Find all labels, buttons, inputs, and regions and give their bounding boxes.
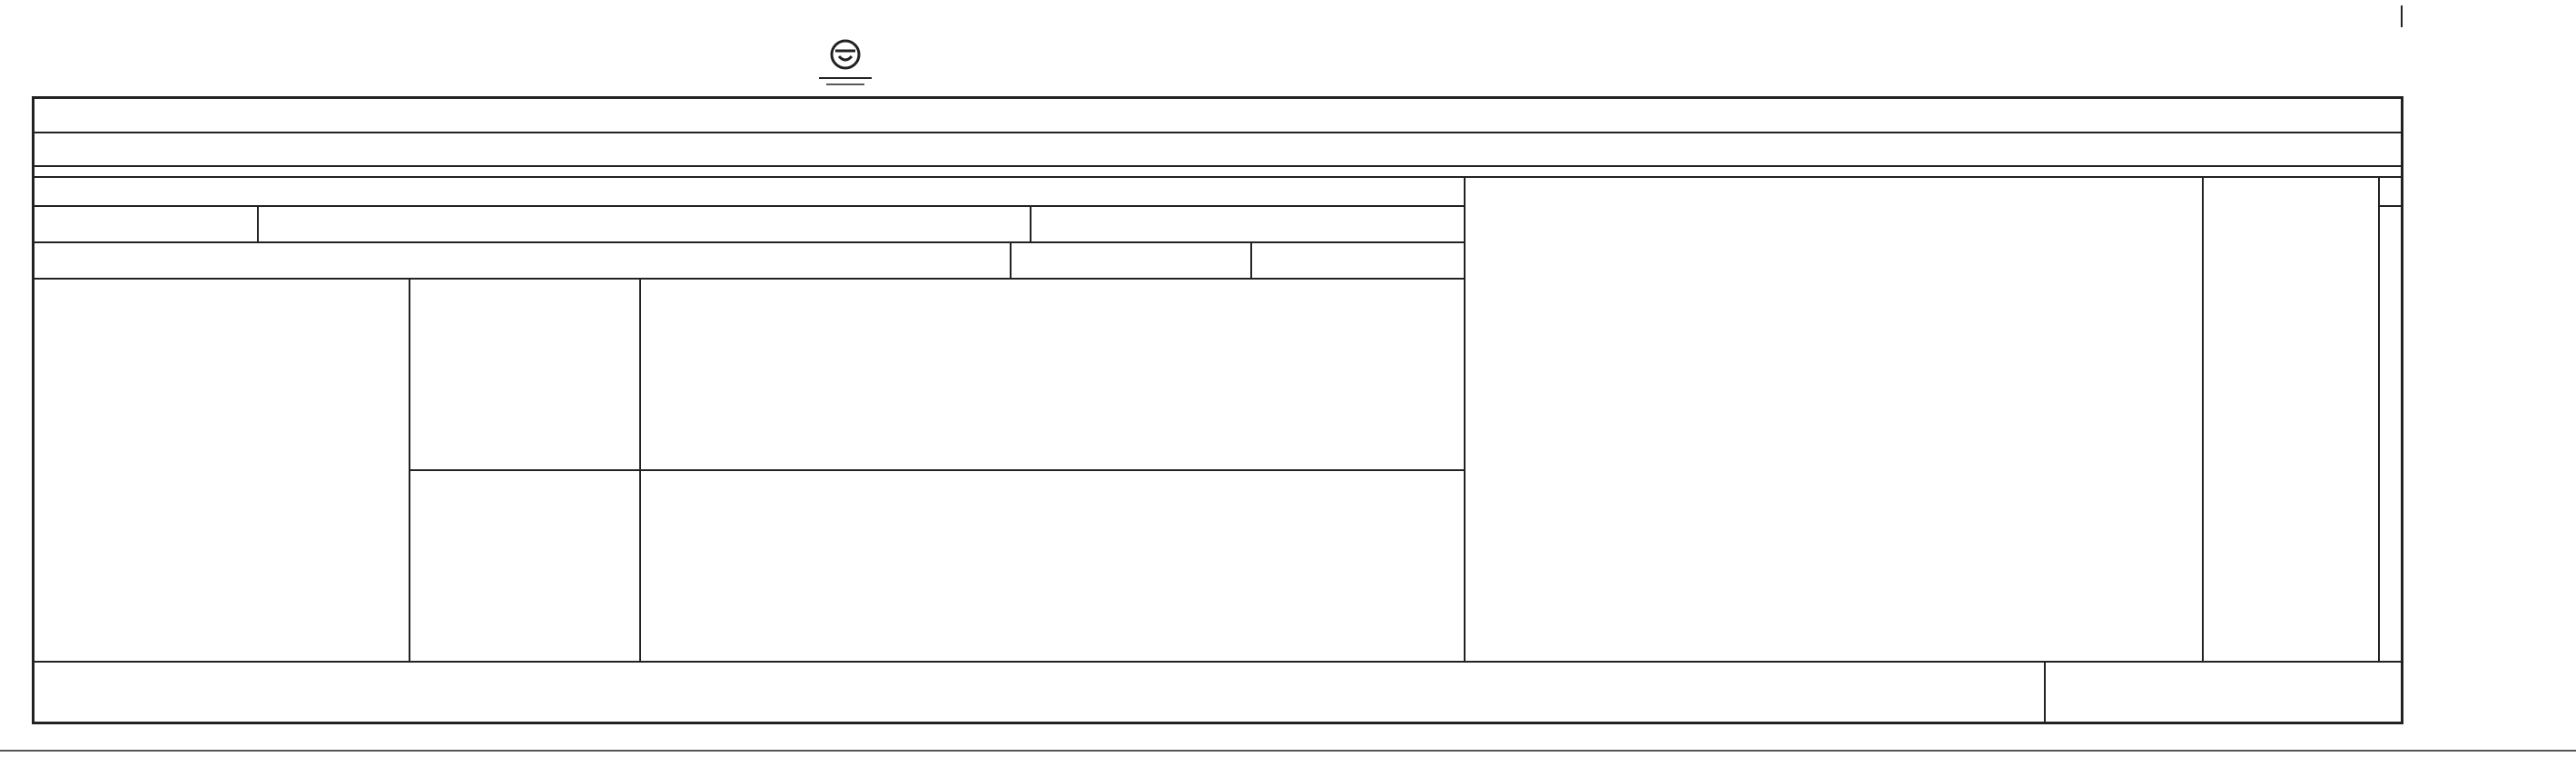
documento-field (266, 209, 277, 240)
admision-field (1038, 211, 1047, 241)
main-frame (32, 96, 2403, 724)
header (0, 0, 2576, 95)
bottom-rule (0, 750, 2576, 752)
corner-tick (2401, 5, 2403, 27)
certipostal-logo (814, 36, 877, 91)
barcode (1503, 33, 2231, 89)
